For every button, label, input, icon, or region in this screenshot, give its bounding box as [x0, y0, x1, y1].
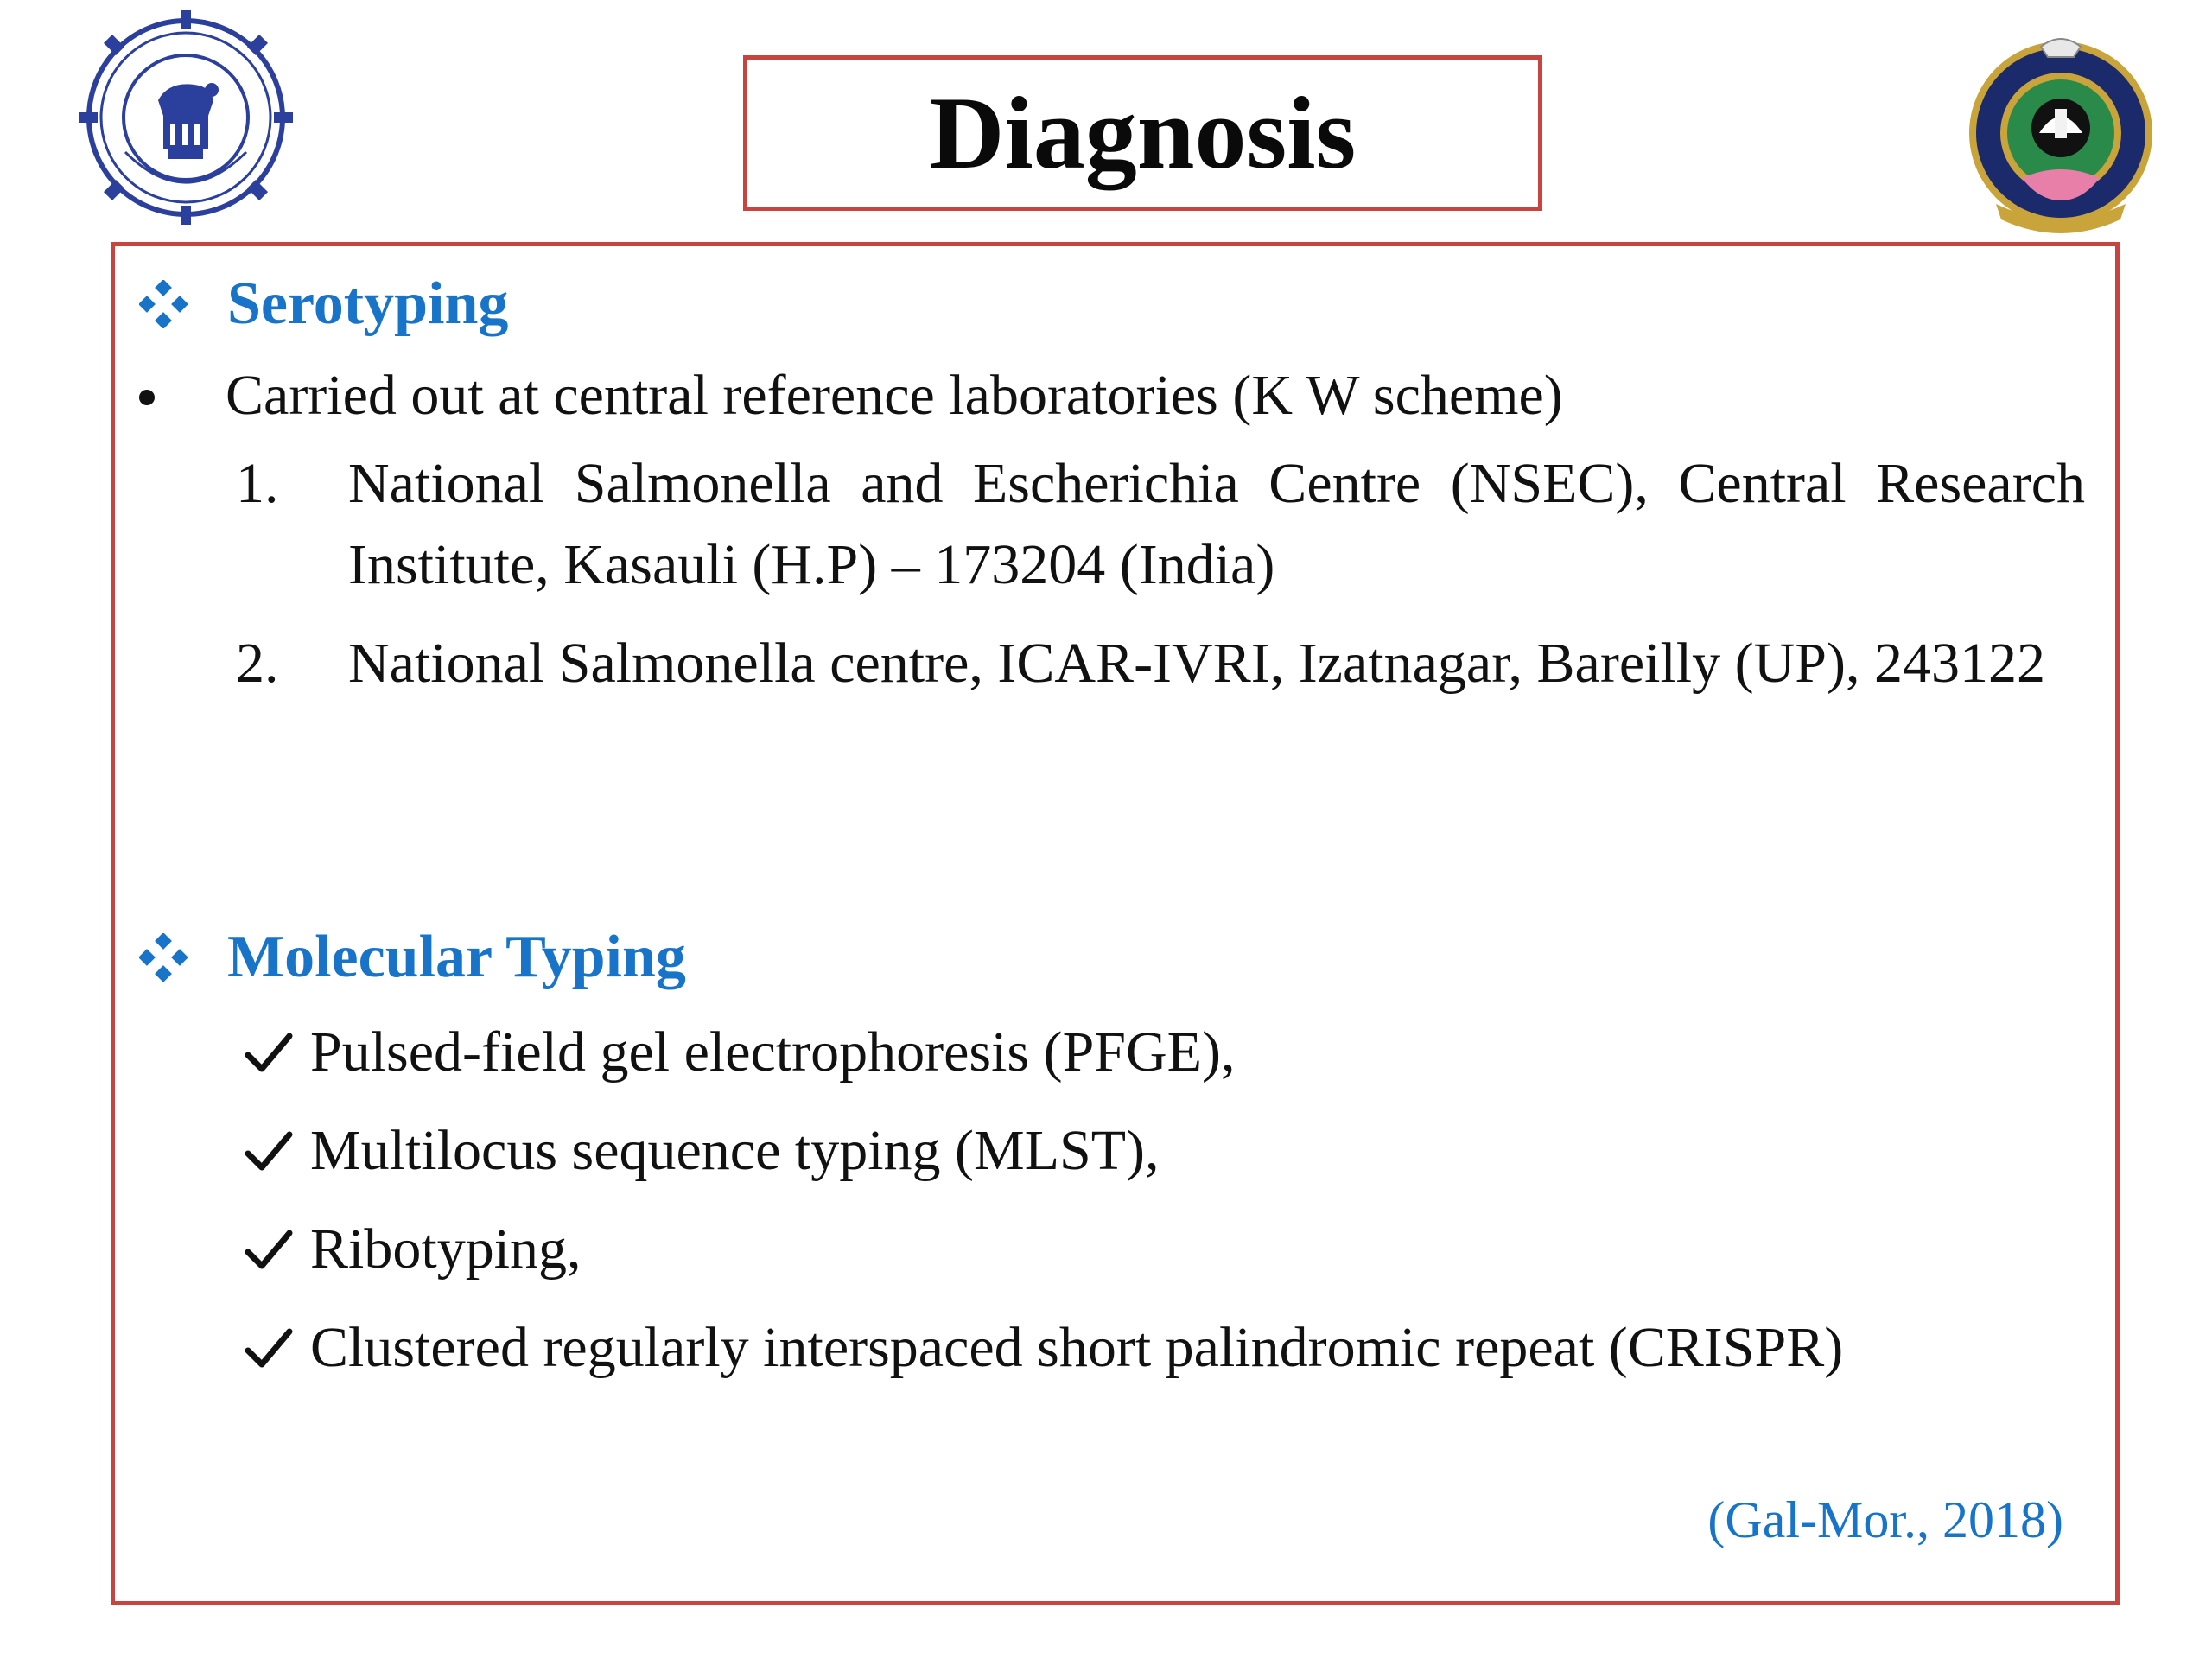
method-text: Multilocus sequence typing (MLST), — [310, 1119, 1160, 1182]
method-text: Clustered regularly interspaced short palindromic repeat (CRISPR) — [310, 1316, 1844, 1379]
title-box — [743, 55, 1542, 211]
lab-list-item-1 — [236, 443, 2111, 606]
checkmark-icon — [245, 1307, 310, 1389]
lab-name-text: National Salmonella centre, ICAR-IVRI, Izatnagar, Bareilly (UP), 243122 — [348, 632, 2045, 695]
molecular-typing-heading — [139, 924, 686, 990]
method-list-item — [245, 1012, 2111, 1093]
checkmark-icon — [245, 1012, 310, 1093]
lab-name-text: National Salmonella and Escherichia Centre (NSEC), Central Research Institute, Kasauli (H.P) – 173204 (India) — [348, 452, 2085, 596]
method-text: Ribotyping, — [310, 1217, 582, 1281]
bullet-dot-icon — [139, 367, 226, 424]
serotyping-heading — [139, 270, 509, 337]
slide-title: Diagnosis — [929, 75, 1357, 190]
serotyping-bullet — [139, 364, 1563, 427]
college-logo-right — [1961, 31, 2160, 238]
lab-list-item-2 — [236, 623, 2111, 704]
list-number: 2. — [236, 632, 279, 695]
diamond-bullet-icon — [139, 280, 188, 328]
method-text: Pulsed-field gel electrophoresis (PFGE), — [310, 1020, 1236, 1084]
serotyping-bullet-text: Carried out at central reference laboratories (K W scheme) — [226, 364, 1563, 427]
list-number: 1. — [236, 452, 279, 515]
content-box — [111, 242, 2120, 1605]
checkmark-icon — [245, 1110, 310, 1192]
citation: (Gal-Mor., 2018) — [1707, 1491, 2063, 1548]
method-list-item — [245, 1209, 2111, 1290]
college-emblem-icon — [1961, 31, 2160, 238]
diamond-bullet-icon — [139, 933, 188, 982]
university-seal-icon — [73, 5, 298, 230]
method-list-item — [245, 1110, 2111, 1192]
method-list-item — [245, 1307, 2111, 1389]
checkmark-icon — [245, 1209, 310, 1290]
university-logo-left — [73, 5, 298, 230]
molecular-typing-heading-text: Molecular Typing — [227, 924, 686, 990]
serotyping-heading-text: Serotyping — [227, 270, 509, 337]
